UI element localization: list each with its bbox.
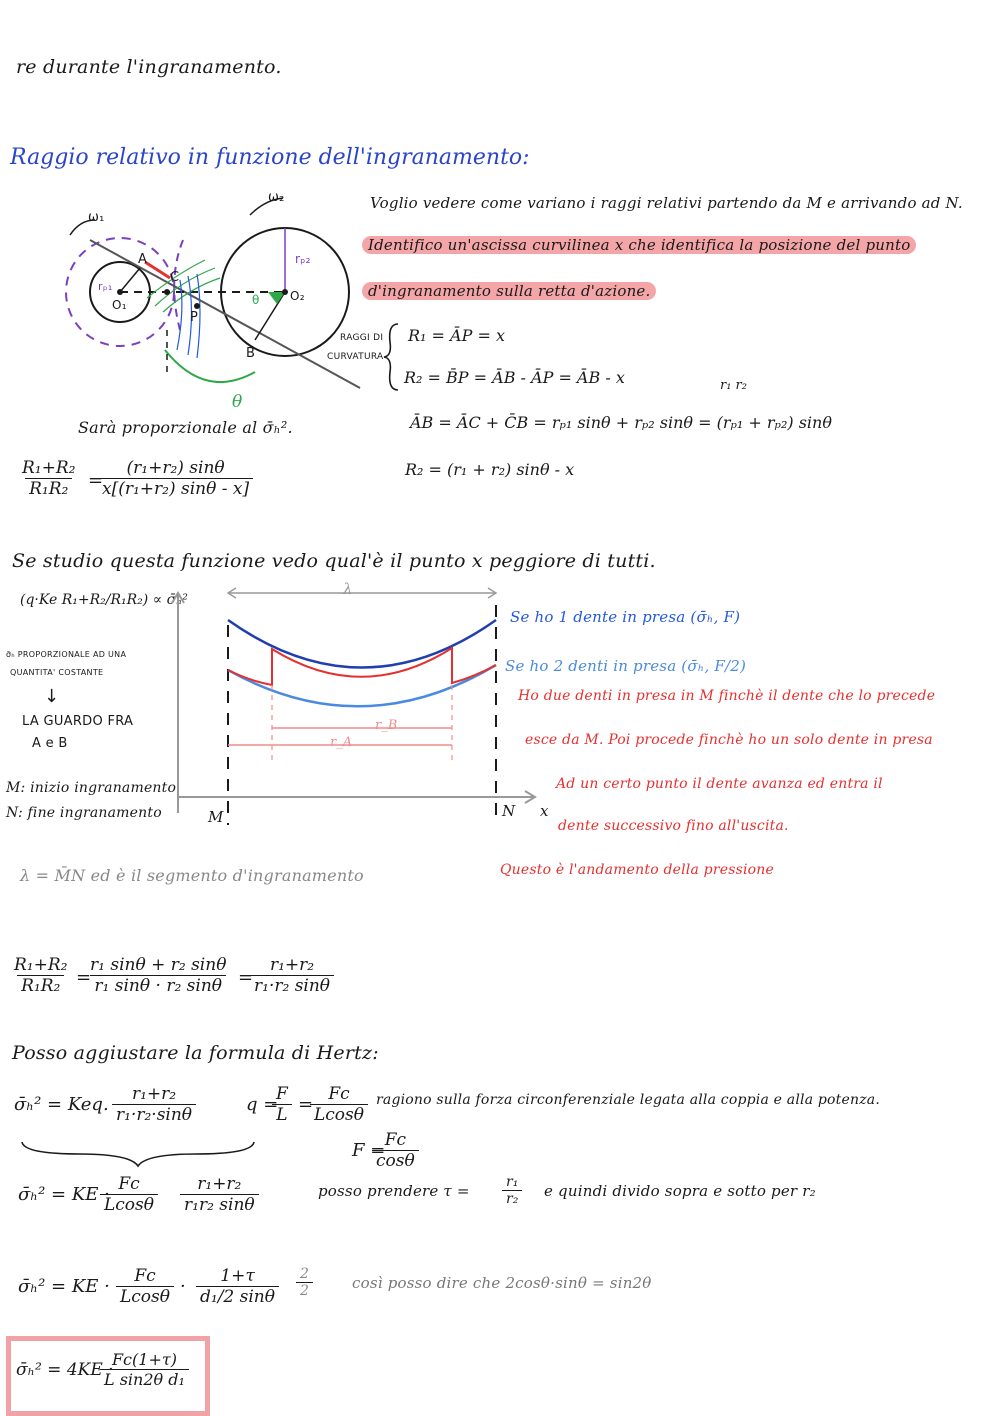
label-b: B — [246, 346, 256, 361]
explanation-line-3: d'ingranamento sulla retta d'azione. — [362, 282, 656, 300]
hertz1-lhs: σ̄ₕ² = Keq. — [14, 1094, 109, 1115]
label-w2: ω₂ — [268, 190, 285, 205]
q-note: ragiono sulla forza circonferenziale legata alla coppia e alla potenza. — [376, 1092, 880, 1108]
curvature-r-labels: r₁ r₂ — [720, 378, 747, 393]
curvature-label-1: RAGGI DI — [340, 333, 384, 343]
theta-wedge — [268, 292, 285, 304]
red-note-4: dente successivo fino all'uscita. — [558, 818, 789, 834]
pressure-graph — [160, 585, 540, 845]
tau-post: e quindi divido sopra e sotto per r₂ — [544, 1182, 816, 1200]
q-lhs: q = — [246, 1094, 279, 1115]
red-note-5: Questo è l'andamento della pressione — [500, 862, 774, 878]
tau-frac: $\frac{\text{r₁}}{\text{r₂}}$ — [502, 1174, 522, 1207]
line-of-action — [90, 240, 360, 388]
graph-lambda: λ — [343, 580, 353, 598]
label-c: C — [170, 270, 180, 285]
sin-note: così posso dire che 2cosθ·sinθ = sin2θ — [352, 1274, 652, 1292]
intro-line: re durante l'ingranamento. — [16, 56, 282, 78]
curvature-r2: R₂ = B̄P = ĀB - ĀP = ĀB - x — [404, 368, 625, 387]
curvature-ab: ĀB = ĀC + C̄B = rₚ₁ sinθ + rₚ₂ sinθ = (rₚ₁ + rₚ₂) sinθ — [410, 413, 832, 432]
sigma-note-2: QUANTITA' COSTANTE — [10, 668, 104, 677]
simplified-rhs: $\frac{\text{r₁+r₂}}{\text{r₁·r₂ sinθ}}$ — [250, 955, 334, 996]
proportional-note: Sarà proporzionale al σ̄ₕ². — [78, 418, 293, 437]
simplified-mid: $\frac{\text{r₁ sinθ + r₂ sinθ}}{\text{r₁ sinθ · r₂ sinθ}}$ — [90, 955, 227, 996]
label-rp1: rₚ₁ — [98, 280, 113, 293]
curvature-r1: R₁ = ĀP = x — [408, 326, 505, 345]
graph-rb: r_B — [375, 718, 398, 733]
final-frac: $\frac{Fc(1+\tau)}{\text{L sin2θ d₁}}$ — [100, 1350, 189, 1389]
look-line-2: A e B — [32, 736, 68, 751]
legend-m: M: inizio ingranamento — [6, 780, 177, 796]
legend-n: N: fine ingranamento — [6, 805, 162, 821]
sigma-note-1: σ̄ₕ PROPORZIONALE AD UNA — [6, 650, 127, 659]
lambda-definition: λ = M̄N ed è il segmento d'ingranamento — [20, 866, 364, 885]
explanation-line-2: Identifico un'ascissa curvilinea x che identifica la posizione del punto — [362, 236, 916, 254]
hertz-intro: Posso aggiustare la formula di Hertz: — [12, 1042, 379, 1064]
hertz1-frac: $\frac{\text{r₁+r₂}}{\text{r₁·r₂·sinθ}}$ — [112, 1084, 196, 1125]
label-w1: ω₁ — [88, 210, 105, 225]
graph-n: N — [502, 802, 516, 820]
simplified-lhs: $\frac{\text{R₁+R₂}}{\text{R₁R₂}}$ — [14, 955, 68, 996]
look-line-1: LA GUARDO FRA — [22, 714, 134, 729]
label-a: A — [138, 252, 148, 267]
hertz3-frac-3: $\frac{2}{2}$ — [296, 1266, 313, 1299]
curve-one-tooth — [228, 620, 496, 668]
curvature-brace — [384, 322, 404, 392]
graph-m: M — [208, 808, 224, 826]
rp1-line — [120, 268, 140, 292]
legend-two-teeth: Se ho 2 denti in presa (σ̄ₕ, F/2) — [505, 657, 747, 675]
legend-one-tooth: Se ho 1 dente in presa (σ̄ₕ, F) — [510, 608, 741, 626]
q-frac-1: $\frac{F}{L}$ — [272, 1084, 292, 1125]
label-rp2: rₚ₂ — [295, 252, 311, 266]
ratio-rhs: $\frac{\text{(r₁+r₂) sinθ}}{\text{x[(r₁+r₂) sinθ - x]}}$ — [98, 458, 253, 499]
hertz3-frac-1: $\frac{Fc}{Lcos\theta}$ — [116, 1266, 174, 1307]
red-note-2: esce da M. Poi procede finchè ho un solo dente in presa — [525, 732, 933, 748]
curve-two-teeth — [228, 665, 496, 706]
theta-arc — [165, 350, 255, 382]
f-frac: $\frac{Fc}{\cos\theta}$ — [372, 1130, 419, 1171]
label-theta-small: θ — [252, 293, 260, 307]
graph-ra: r_A — [330, 735, 353, 750]
graph-yaxis-formula: (q·Ke R₁+R₂/R₁R₂) ∝ σ̄ₕ² — [20, 592, 188, 608]
label-o2: O₂ — [290, 289, 305, 303]
ratio-lhs: $\frac{\text{R₁+R₂}}{\text{R₁R₂}}$ — [22, 458, 76, 499]
hertz1-underbrace — [20, 1140, 260, 1170]
study-line: Se studio questa funzione vedo qual'è il punto x peggiore di tutti. — [12, 550, 656, 572]
arrow-down: ↓ — [44, 686, 60, 707]
curvature-r2-final: R₂ = (r₁ + r₂) sinθ - x — [405, 460, 575, 479]
hertz2-lhs: σ̄ₕ² = KE · — [18, 1184, 110, 1205]
explanation-line-1: Voglio vedere come variano i raggi relativi partendo da M e arrivando ad N. — [370, 194, 963, 212]
label-theta: θ — [232, 392, 243, 412]
f-lhs: F = — [352, 1140, 386, 1161]
curvature-label-2: CURVATURA — [327, 352, 384, 362]
section-title: Raggio relativo in funzione dell'ingranamento: — [10, 145, 530, 170]
red-note-3: Ad un certo punto il dente avanza ed entra il — [556, 776, 883, 792]
hertz3-lhs: σ̄ₕ² = KE · — [18, 1276, 110, 1297]
hertz2-frac-2: $\frac{\text{r₁+r₂}}{\text{r₁r₂ sinθ}}$ — [180, 1174, 259, 1215]
graph-x-label: x — [540, 802, 549, 820]
red-note-1: Ho due denti in presa in M finchè il dente che lo precede — [518, 688, 936, 704]
hertz2-frac-1: $\frac{Fc}{Lcos\theta}$ — [100, 1174, 158, 1215]
label-o1: O₁ — [112, 298, 127, 312]
label-p: P — [190, 310, 199, 325]
tau-pre: posso prendere τ = — [318, 1182, 470, 1200]
hertz3-frac-2: $\frac{1+\tau}{\text{d₁/2 sinθ}}$ — [196, 1266, 279, 1307]
final-lhs: σ̄ₕ² = 4KE · — [16, 1360, 114, 1380]
q-frac-2: $\frac{Fc}{Lcos\theta}$ — [310, 1084, 368, 1125]
